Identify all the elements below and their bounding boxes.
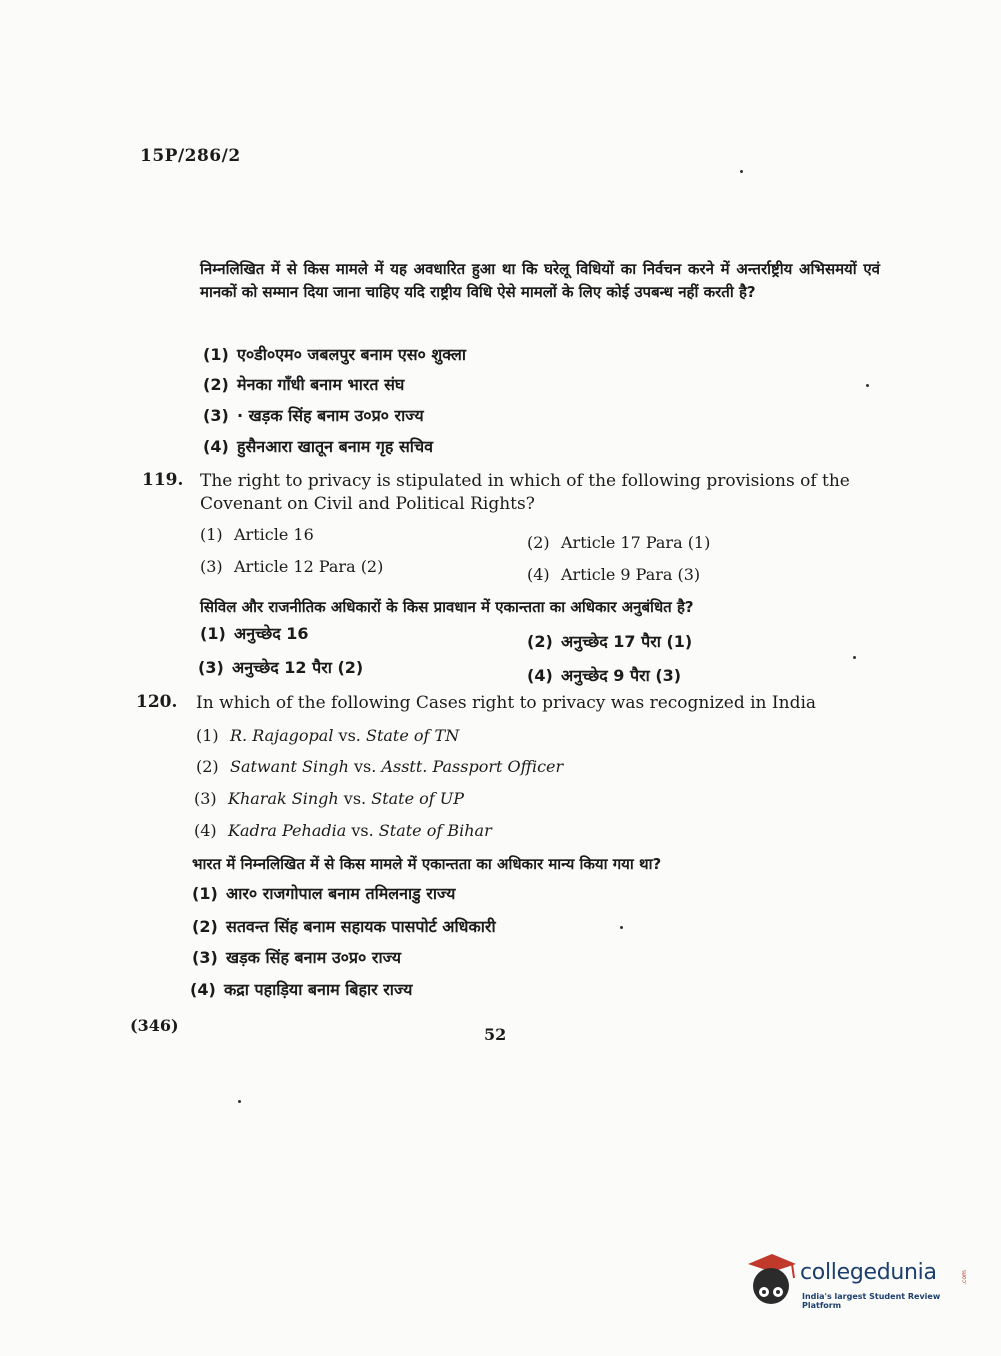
scan-speck [866, 384, 869, 387]
option-hi-2: (2) मेनका गाँधी बनाम भारत संघ [203, 375, 405, 394]
scan-speck [853, 656, 856, 659]
option-hi-1: (1) ए०डी०एम० जबलपुर बनाम एस० शुक्ला [203, 345, 467, 364]
scan-speck [740, 170, 743, 173]
question-stem-hindi: निम्नलिखित में से किस मामले में यह अवधारित हुआ था कि घरेलू विधियों का निर्वचन करने में अन्तर्राष्ट्रीय अभिसमयों एवं मानकों को सम्मान दिया जाना चाहिए यदि राष्ट्रीय विधि ऐसे मामलों के लिए कोई उपबन्ध नहीं करती है? [200, 260, 880, 301]
option-hi-3: (3) अनुच्छेद 12 पैरा (2) [198, 658, 364, 677]
option-en-2: (2) Article 17 Para (1) [527, 533, 711, 552]
option-en-3: (3) Article 12 Para (2) [200, 557, 384, 576]
option-hi-1: (1) अनुच्छेद 16 [200, 624, 309, 643]
logo-suffix: .com [960, 1270, 968, 1285]
question-stem-hindi: सिविल और राजनीतिक अधिकारों के किस प्रावधान में एकान्तता का अधिकार अनुबंधित है? [200, 598, 694, 616]
option-hi-2: (2) अनुच्छेद 17 पैरा (1) [527, 632, 693, 651]
option-en-1: (1) R. Rajagopal vs. State of TN [196, 726, 460, 745]
paper-code: 15P/286/2 [140, 146, 241, 166]
scan-speck [238, 1100, 241, 1103]
question-stem-english: The right to privacy is stipulated in which of the following provisions of the Covenant on Civil and Political Rights? [200, 471, 850, 514]
mascot-icon [742, 1252, 800, 1312]
option-hi-3: (3) खड़क सिंह बनाम उ०प्र० राज्य [192, 948, 402, 967]
option-hi-1: (1) आर० राजगोपाल बनाम तमिलनाडु राज्य [192, 884, 456, 903]
scan-speck [620, 926, 623, 929]
option-hi-4: (4) अनुच्छेद 9 पैरा (3) [527, 666, 682, 685]
option-en-4: (4) Article 9 Para (3) [527, 565, 701, 584]
page-number: 52 [484, 1025, 507, 1044]
option-hi-3: (3) · खड़क सिंह बनाम उ०प्र० राज्य [203, 406, 424, 425]
question-stem-english: In which of the following Cases right to privacy was recognized in India [196, 693, 817, 713]
option-hi-2: (2) सतवन्त सिंह बनाम सहायक पासपोर्ट अधिकारी [192, 917, 496, 936]
footer-code: (346) [130, 1016, 179, 1035]
option-hi-4: (4) कद्रा पहाड़िया बनाम बिहार राज्य [190, 980, 413, 999]
option-en-2: (2) Satwant Singh vs. Asstt. Passport Officer [196, 757, 564, 776]
option-hi-4: (4) हुसैनआरा खातून बनाम गृह सचिव [203, 437, 433, 456]
logo-wordmark: collegedunia [800, 1260, 937, 1285]
option-en-1: (1) Article 16 [200, 525, 314, 544]
question-stem-hindi: भारत में निम्नलिखित में से किस मामले में एकान्तता का अधिकार मान्य किया गया था? [192, 855, 662, 873]
question-number: 119. [142, 470, 184, 490]
option-en-3: (3) Kharak Singh vs. State of UP [194, 789, 465, 808]
logo-tagline: India's largest Student Review Platform [802, 1292, 941, 1310]
collegedunia-logo [742, 1252, 972, 1312]
option-en-4: (4) Kadra Pehadia vs. State of Bihar [194, 821, 492, 840]
question-number: 120. [136, 692, 178, 712]
